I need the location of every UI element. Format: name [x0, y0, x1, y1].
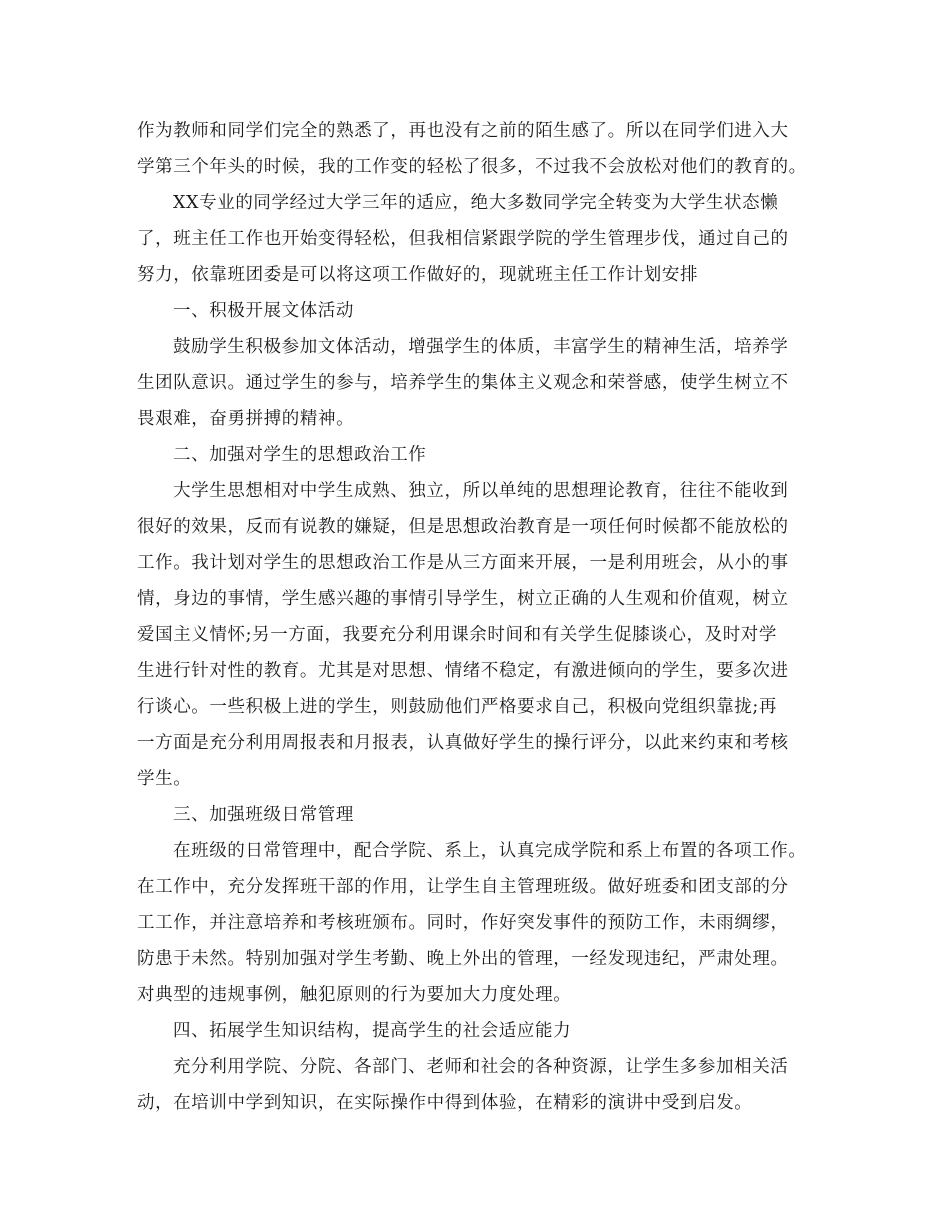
paragraph-start-line: 大学生思想相对中学生成熟、独立，所以单纯的思想理论教育，往往不能收到	[173, 481, 789, 501]
text-line: 很好的效果，反而有说教的嫌疑，但是思想政治教育是一项任何时候都不能放松的	[137, 517, 789, 537]
text-line: 情，身边的事情，学生感兴趣的事情引导学生，树立正确的人生观和价值观，树立	[137, 589, 789, 609]
paragraph-start-line: 在班级的日常管理中，配合学院、系上，认真完成学院和系上布置的各项工作。	[173, 841, 807, 861]
section-heading-1: 一、积极开展文体活动	[173, 301, 354, 321]
text-line: 努力，依靠班团委是可以将这项工作做好的，现就班主任工作计划安排	[137, 265, 699, 285]
text-line: 对典型的违规事例，触犯原则的行为要加大力度处理。	[137, 985, 572, 1005]
text-line: 行谈心。一些积极上进的学生，则鼓励他们严格要求自己，积极向党组织靠拢;再	[137, 697, 777, 717]
section-heading-3: 三、加强班级日常管理	[173, 805, 354, 825]
text-line: 学生。	[137, 769, 192, 789]
text-line: 工作。我计划对学生的思想政治工作是从三方面来开展，一是利用班会，从小的事	[137, 553, 789, 573]
text-line: 畏艰难，奋勇拼搏的精神。	[137, 409, 355, 429]
section-heading-2: 二、加强对学生的思想政治工作	[173, 445, 427, 465]
text-line: 了，班主任工作也开始变得轻松，但我相信紧跟学院的学生管理步伐，通过自己的	[137, 229, 789, 249]
text-line: 动，在培训中学到知识，在实际操作中得到体验，在精彩的演讲中受到启发。	[137, 1093, 753, 1113]
text-line: 生进行针对性的教育。尤其是对思想、情绪不稳定，有激进倾向的学生，要多次进	[137, 661, 789, 681]
paragraph-start-line: 鼓励学生积极参加文体活动，增强学生的体质，丰富学生的精神生活，培养学	[173, 337, 789, 357]
text-line: 学第三个年头的时候，我的工作变的轻松了很多，不过我不会放松对他们的教育的。	[137, 157, 807, 177]
text-line: 在工作中，充分发挥班干部的作用，让学生自主管理班级。做好班委和团支部的分	[137, 877, 789, 897]
paragraph-start-line: XX专业的同学经过大学三年的适应，绝大多数同学完全转变为大学生状态懒	[173, 193, 779, 213]
text-line: 爱国主义情怀;另一方面，我要充分利用课余时间和有关学生促膝谈心，及时对学	[137, 625, 777, 645]
section-heading-4: 四、拓展学生知识结构，提高学生的社会适应能力	[173, 1021, 572, 1041]
paragraph-start-line: 充分利用学院、分院、各部门、老师和社会的各种资源，让学生多参加相关活	[173, 1057, 789, 1077]
text-line: 工工作，并注意培养和考核班颁布。同时，作好突发事件的预防工作，未雨绸缪，	[137, 913, 789, 933]
text-line: 生团队意识。通过学生的参与，培养学生的集体主义观念和荣誉感，使学生树立不	[137, 373, 789, 393]
document-body	[137, 113, 827, 1121]
text-line: 作为教师和同学们完全的熟悉了，再也没有之前的陌生感了。所以在同学们进入大	[137, 121, 789, 141]
text-line: 防患于未然。特别加强对学生考勤、晚上外出的管理，一经发现违纪，严肃处理。	[137, 949, 789, 969]
text-line: 一方面是充分利用周报表和月报表，认真做好学生的操行评分，以此来约束和考核	[137, 733, 789, 753]
